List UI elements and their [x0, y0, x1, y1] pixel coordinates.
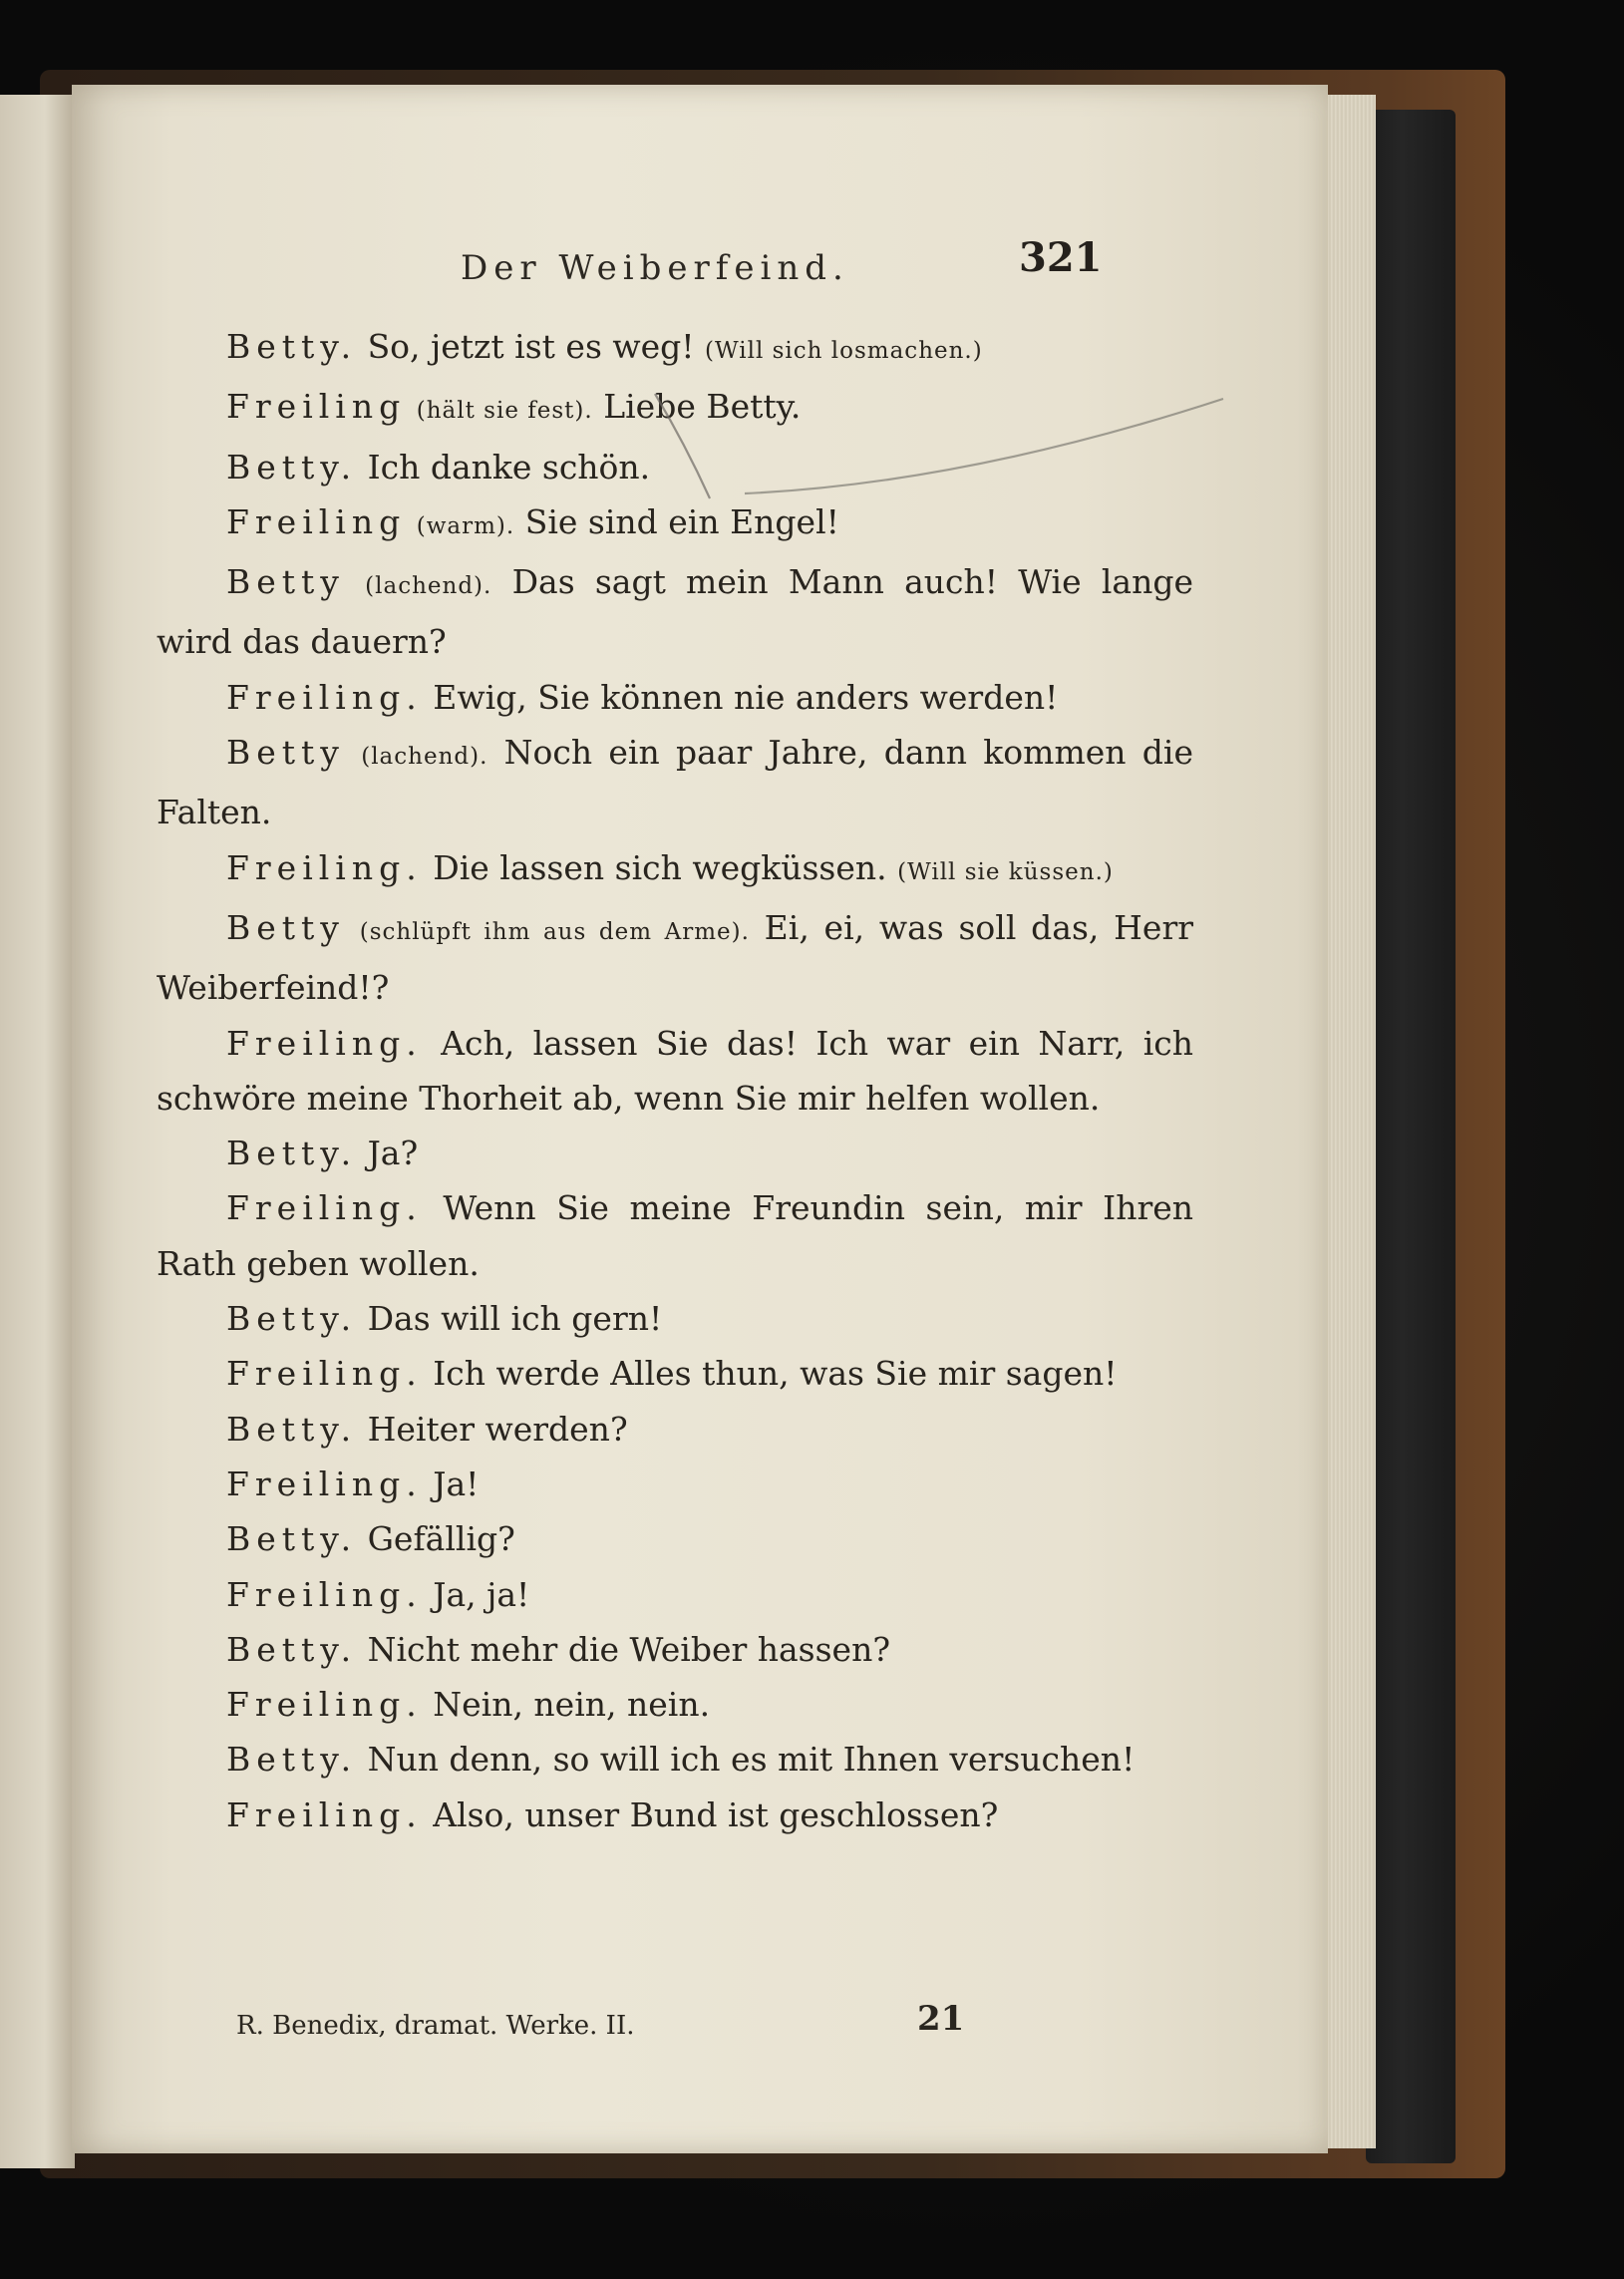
speaker-name: Betty — [226, 733, 345, 773]
stage-direction: (lachend). — [365, 573, 492, 600]
dialogue-line — [157, 554, 1193, 670]
dialogue-line — [157, 494, 1193, 554]
dialogue-line — [157, 379, 1193, 439]
speaker-name: Freiling. — [226, 1794, 423, 1834]
dialogue-line — [157, 670, 1193, 725]
stage-direction: (lachend). — [361, 744, 488, 771]
stage-direction-trailing: (Will sie küssen.) — [897, 858, 1114, 885]
spoken-text: Wenn Sie meine Freundin sein, mir Ihren Rath geben wollen. — [157, 1188, 1194, 1283]
spoken-text: Ich werde Alles thun, was Sie mir sagen! — [433, 1354, 1118, 1394]
spoken-text: Ja, ja! — [433, 1574, 530, 1614]
speaker-name: Freiling. — [226, 1188, 423, 1228]
spoken-text: Ach, lassen Sie das! Ich war ein Narr, ich schwöre meine Thorheit ab, wenn Sie mir helfen wollen. — [157, 1023, 1193, 1118]
stage-direction: (schlüpft ihm aus dem Arme). — [359, 918, 750, 945]
spoken-text: Also, unser Bund ist geschlossen? — [433, 1794, 999, 1834]
spoken-text: Nun denn, so will ich es mit Ihnen versuchen! — [367, 1740, 1136, 1780]
spoken-text: Nein, nein, nein. — [433, 1685, 711, 1725]
dialogue-line — [157, 1291, 1193, 1346]
speaker-name: Freiling. — [226, 847, 423, 887]
running-title: Der Weiberfeind. — [461, 248, 849, 288]
book-cover-edge — [1366, 110, 1456, 2163]
page-number: 321 — [1019, 234, 1103, 281]
left-page-sliver — [0, 95, 75, 2168]
spoken-text: Heiter werden? — [367, 1409, 628, 1449]
speaker-name: Betty. — [226, 1299, 358, 1339]
speaker-name: Freiling. — [226, 1354, 423, 1394]
dialogue-line — [157, 1346, 1193, 1401]
stage-direction: (hält sie fest). — [416, 398, 593, 425]
spoken-text: Ja? — [367, 1134, 419, 1173]
dialogue-line — [157, 319, 1193, 379]
speaker-name: Freiling. — [226, 677, 423, 717]
speaker-name: Freiling. — [226, 1685, 423, 1725]
footer-work-title: R. Benedix, dramat. Werke. II. — [236, 2011, 635, 2041]
spoken-text: Nicht mehr die Weiber hassen? — [367, 1629, 891, 1669]
speaker-name: Betty. — [226, 447, 358, 487]
spoken-text: Noch ein paar Jahre, dann kommen die Falten. — [157, 733, 1193, 832]
page-header — [72, 234, 1328, 304]
speaker-name: Freiling — [226, 387, 407, 427]
dialogue-line — [157, 1677, 1193, 1732]
dialogue-line — [157, 1788, 1193, 1842]
dialogue-line — [157, 900, 1193, 1016]
speaker-name: Betty — [226, 907, 345, 947]
spoken-text: Ei, ei, was soll das, Herr Weiberfeind!? — [157, 907, 1193, 1008]
dialogue-line — [157, 1567, 1193, 1622]
spoken-text: Die lassen sich wegküssen. — [433, 847, 898, 887]
speaker-name: Betty. — [226, 327, 358, 366]
dialogue-line — [157, 440, 1193, 494]
dialogue-line — [157, 1622, 1193, 1677]
spoken-text: Sie sind ein Engel! — [524, 501, 839, 541]
dialogue-line — [157, 1511, 1193, 1566]
speaker-name: Freiling. — [226, 1023, 423, 1063]
dialogue-text — [157, 319, 1193, 1842]
stage-direction-trailing: (Will sich losmachen.) — [705, 338, 983, 364]
spoken-text: Ich danke schön. — [367, 447, 651, 487]
speaker-name: Betty. — [226, 1629, 358, 1669]
spoken-text: So, jetzt ist es weg! — [367, 327, 706, 366]
dialogue-line — [157, 1457, 1193, 1511]
dialogue-line — [157, 840, 1193, 900]
spoken-text: Gefällig? — [367, 1519, 515, 1559]
speaker-name: Freiling. — [226, 1574, 423, 1614]
stage-direction: (warm). — [416, 512, 515, 539]
speaker-name: Betty. — [226, 1519, 358, 1559]
dialogue-line — [157, 1126, 1193, 1180]
dialogue-line — [157, 725, 1193, 840]
spoken-text: Ewig, Sie können nie anders werden! — [433, 677, 1059, 717]
speaker-name: Betty — [226, 562, 345, 602]
speaker-name: Freiling — [226, 501, 407, 541]
spoken-text: Ja! — [433, 1464, 480, 1503]
book-page — [72, 85, 1328, 2153]
page-footer — [72, 1999, 1328, 2049]
dialogue-line — [157, 1180, 1193, 1291]
dialogue-line — [157, 1402, 1193, 1457]
footer-signature-mark: 21 — [917, 1999, 965, 2039]
speaker-name: Betty. — [226, 1740, 358, 1780]
speaker-name: Betty. — [226, 1409, 358, 1449]
speaker-name: Betty. — [226, 1134, 358, 1173]
spoken-text: Das will ich gern! — [367, 1299, 663, 1339]
dialogue-line — [157, 1732, 1193, 1787]
spoken-text: Das sagt mein Mann auch! Wie lange wird das dauern? — [157, 562, 1193, 662]
spoken-text: Liebe Betty. — [603, 387, 802, 427]
speaker-name: Freiling. — [226, 1464, 423, 1503]
dialogue-line — [157, 1016, 1193, 1127]
